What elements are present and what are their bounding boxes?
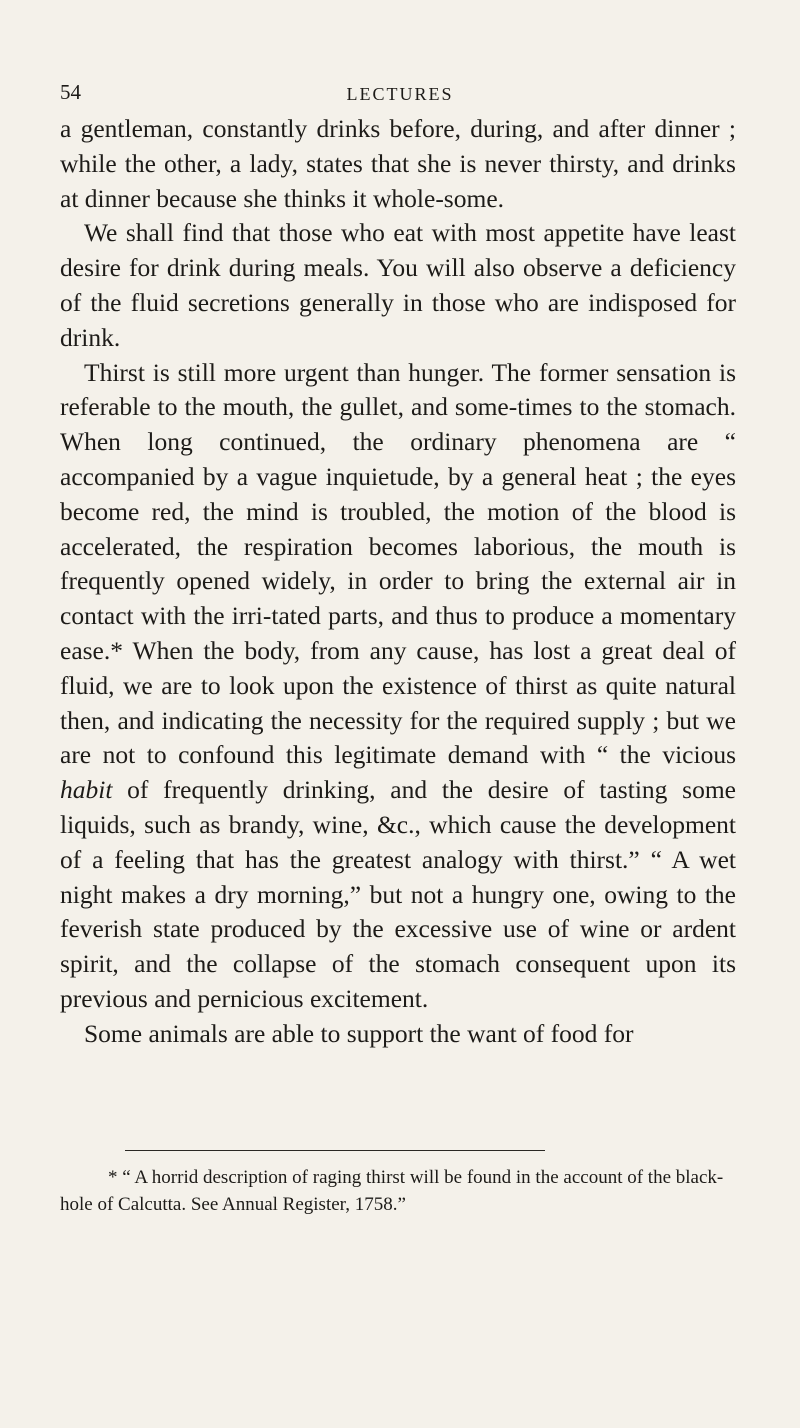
paragraph-thirst xyxy=(60,356,736,1017)
paragraph-thirst-part-2: of frequently drinking, and the desire of tasting some liquids, such as brandy, wine, &c., which cause the development of a feeling that has the greatest analogy with thirst.” “ A wet night makes a dry morning,” but not a hungry one, owing to the feverish state produced by the excessive use of wine or ardent spirit, and the collapse of the stomach consequent upon its previous and pernicious excitement. xyxy=(60,775,736,1013)
footnote-rule xyxy=(125,1150,545,1151)
running-head: LECTURES xyxy=(346,84,454,104)
paragraph-thirst-part-1: Thirst is still more urgent than hunger. The former sensation is referable to the mouth, the gullet, and some-times to the stomach. When long continued, the ordinary phenomena are “ accompanied by a vague inquietude, by a general heat ; the eyes become red, the mind is troubled, the motion of the blood is accelerated, the respiration becomes laborious, the mouth is frequently opened widely, in order to bring the external air in contact with the irri-tated parts, and thus to produce a momentary ease.* When the body, from any cause, has lost a great deal of fluid, we are to look upon the existence of thirst as quite natural then, and indicating the necessity for the required supply ; but we are not to confound this legitimate demand with “ the vicious xyxy=(60,357,736,770)
paragraph-appetite: We shall find that those who eat with most appetite have least desire for drink during meals. You will also observe a deficiency of the fluid secretions generally in those who are indisposed for drink. xyxy=(60,218,736,352)
footnote xyxy=(60,1164,740,1218)
page-header xyxy=(60,80,740,110)
body-text xyxy=(60,112,736,1052)
page-number: 54 xyxy=(60,80,81,104)
paragraph-animals: Some animals are able to support the want of food for xyxy=(84,1018,634,1048)
emphasis-habit: habit xyxy=(60,775,113,805)
paragraph-continued: a gentleman, constantly drinks before, during, and after dinner ; while the other, a lady, states that she is never thirsty, and drinks at dinner because she thinks it whole-some. xyxy=(60,114,736,213)
footnote-text: * “ A horrid description of raging thirst will be found in the account of the black-hole of Calcutta. See Annual Register, 1758.” xyxy=(60,1167,724,1215)
